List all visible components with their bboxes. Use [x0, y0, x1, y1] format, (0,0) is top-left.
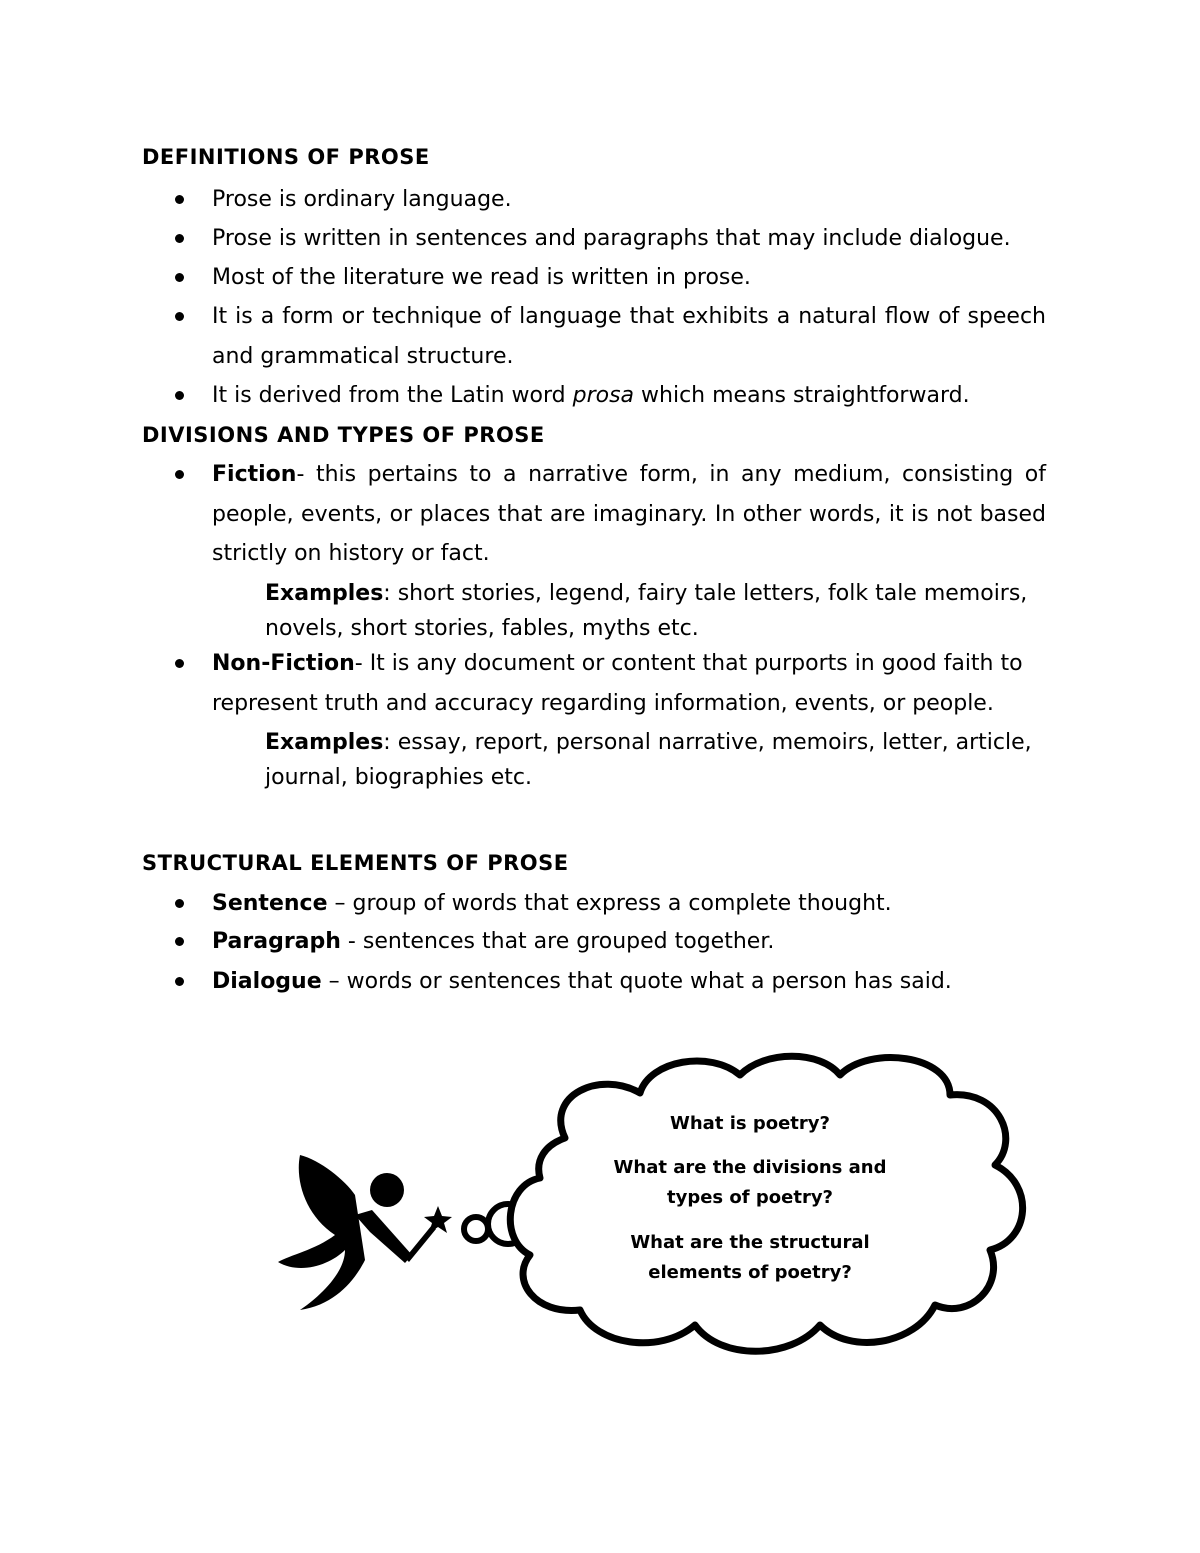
- structural-text: - sentences that are grouped together.: [340, 929, 775, 954]
- nonfiction-examples-label: Examples: [265, 730, 384, 755]
- fiction-examples-text: : short stories, legend, fairy tale letters, folk tale memoirs, novels, short stories, fables, myths etc.: [265, 581, 1028, 641]
- fiction-text: - this pertains to a narrative form, in any medium, consisting of people, events, or places that are imaginary. In other words, it is not based strictly on history or fact.: [212, 462, 1046, 566]
- nonfiction-examples-text: : essay, report, personal narrative, memoirs, letter, article, journal, biographies etc.: [265, 730, 1032, 790]
- fairy-icon: [278, 1155, 452, 1310]
- structural-term: Sentence: [212, 891, 328, 916]
- latin-word: prosa: [572, 383, 635, 408]
- structural-term: Dialogue: [212, 969, 322, 994]
- structural-term: Paragraph: [212, 929, 341, 954]
- heading-structural: STRUCTURAL ELEMENTS OF PROSE: [142, 851, 569, 875]
- cloud-question-1: What is poetry?: [670, 1113, 830, 1134]
- definition-item: Most of the literature we read is written in prose.: [212, 258, 1046, 298]
- heading-divisions: DIVISIONS AND TYPES OF PROSE: [142, 423, 545, 447]
- nonfiction-term: Non-Fiction: [212, 651, 355, 676]
- cloud-question-3: What are the structural elements of poetry?: [630, 1232, 870, 1283]
- nonfiction-text: - It is any document or content that purports in good faith to represent truth and accuracy regarding information, events, or people.: [212, 651, 1023, 716]
- heading-definitions: DEFINITIONS OF PROSE: [142, 145, 430, 169]
- definition-item: Prose is ordinary language.: [212, 180, 1046, 220]
- thought-circle-small: [464, 1217, 488, 1241]
- definition-item: It is a form or technique of language that exhibits a natural flow of speech and grammatical structure.: [212, 297, 1046, 376]
- latin-after: which means straightforward.: [634, 383, 970, 408]
- structural-text: – words or sentences that quote what a person has said.: [321, 969, 952, 994]
- latin-before: It is derived from the Latin word: [212, 383, 573, 408]
- structural-text: – group of words that express a complete thought.: [327, 891, 892, 916]
- fiction-examples-label: Examples: [265, 581, 384, 606]
- cloud-question-2: What are the divisions and types of poetry?: [613, 1157, 887, 1208]
- definition-item: Prose is written in sentences and paragraphs that may include dialogue.: [212, 219, 1046, 259]
- fiction-term: Fiction: [212, 462, 297, 487]
